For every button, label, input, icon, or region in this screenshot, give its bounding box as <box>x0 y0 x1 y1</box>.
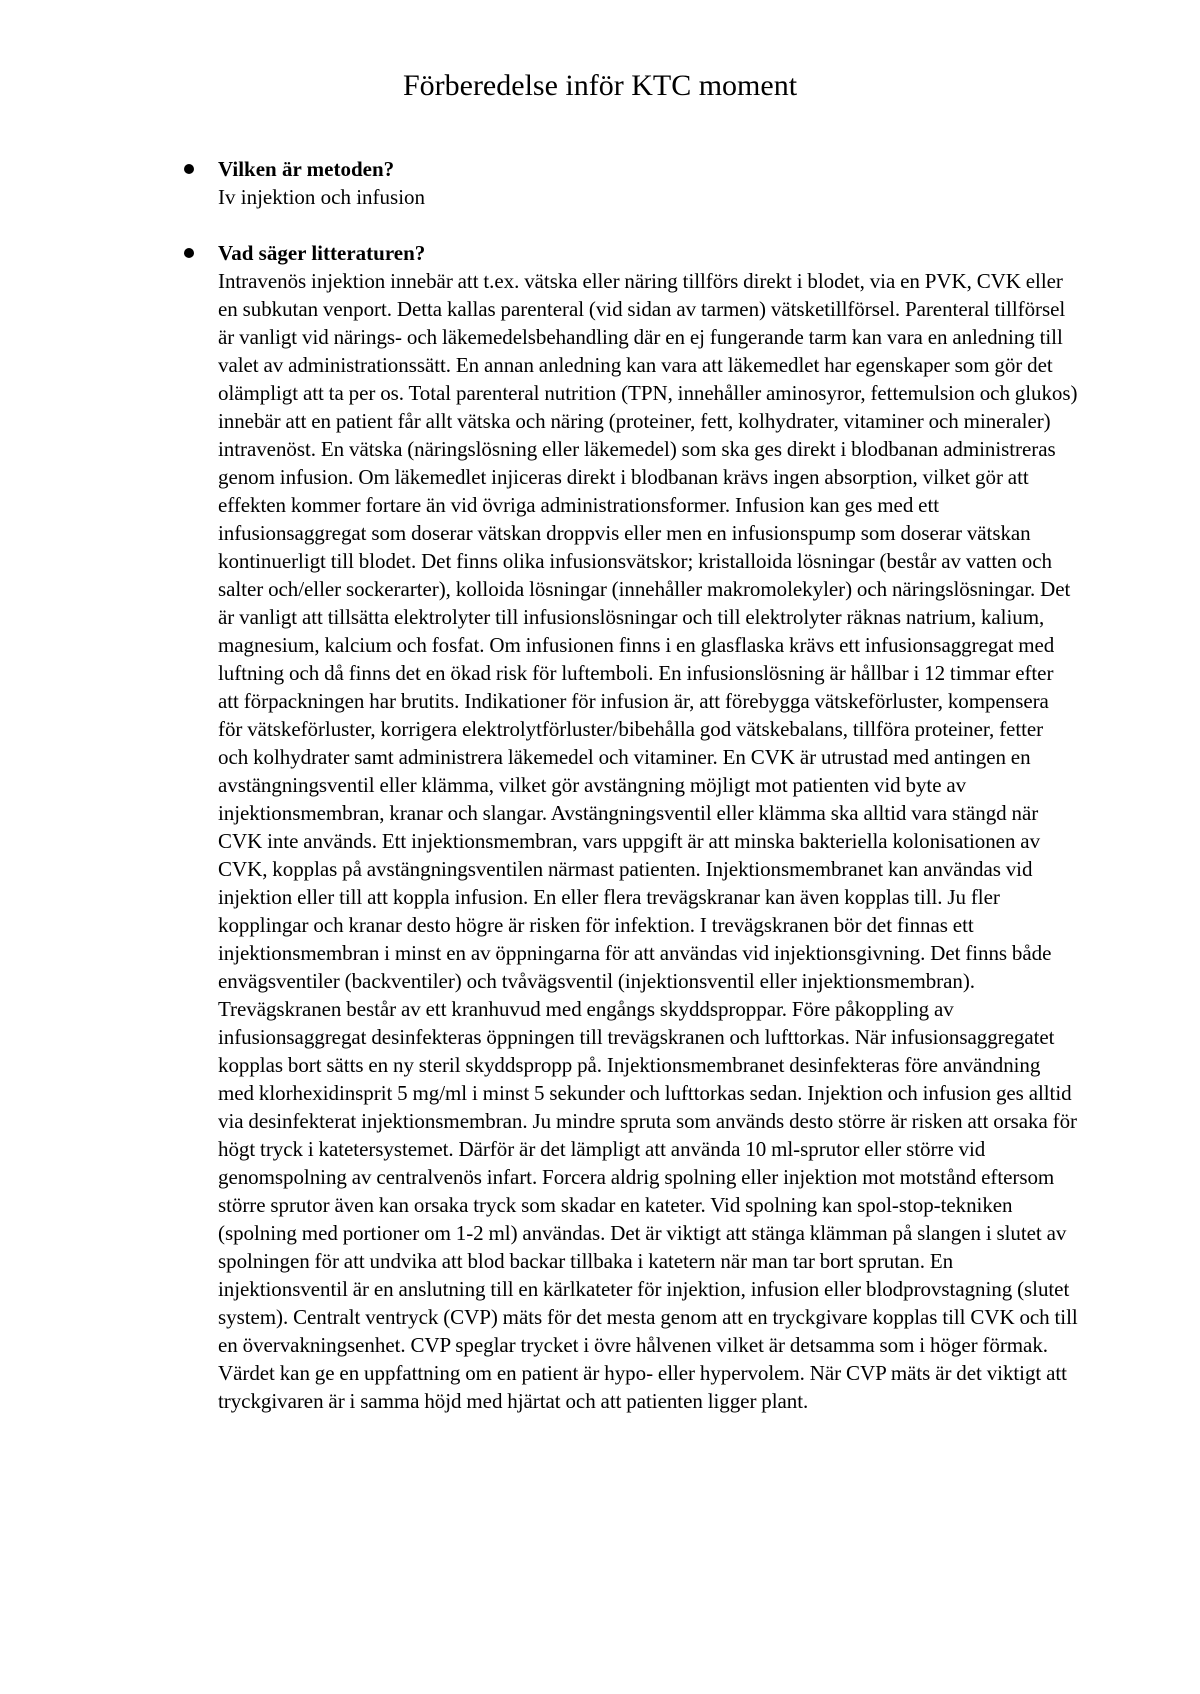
section-literature <box>218 239 1078 1415</box>
bullet-icon <box>184 164 194 174</box>
bullet-icon <box>184 248 194 258</box>
section-heading: Vilken är metoden? <box>218 157 395 181</box>
section-method <box>218 155 1078 211</box>
section-body-text: Intravenös injektion innebär att t.ex. vätska eller näring tillförs direkt i blodet, via en PVK, CVK eller en subkutan venport. Detta kallas parenteral (vid sidan av tarmen) vätsketillförsel. Parenteral tillförsel är vanligt vid närings- och läkemedelsbehandling där en ej fungerande tarm kan vara en anledning till valet av administrationssätt. En annan anledning kan vara att läkemedlet har egenskaper som gör det olämpligt att ta per os. Total parenteral nutrition (TPN, innehåller aminosyror, fettemulsion och glukos) innebär att en patient får allt vätska och näring (proteiner, fett, kolhydrater, vitaminer och mineraler) intravenöst. En vätska (näringslösning eller läkemedel) som ska ges direkt i blodbanan administreras genom infusion. Om läkemedlet injiceras direkt i blodbanan krävs ingen absorption, vilket gör att effekten kommer fortare än vid övriga administrationsformer. Infusion kan ges med ett infusionsaggregat som doserar vätskan droppvis eller men en infusionspump som doserar vätskan kontinuerligt till blodet. Det finns olika infusionsvätskor; kristalloida lösningar (består av vatten och salter och/eller sockerarter), kolloida lösningar (innehåller makromolekyler) och näringslösningar. Det är vanligt att tillsätta elektrolyter till infusionslösningar och till elektrolyter räknas natrium, kalium, magnesium, kalcium och fosfat. Om infusionen finns i en glasflaska krävs ett infusionsaggregat med luftning och då finns det en ökad risk för luftemboli. En infusionslösning är hållbar i 12 timmar efter att förpackningen har brutits. Indikationer för infusion är, att förebygga vätskeförluster, kompensera för vätskeförluster, korrigera elektrolytförluster/bibehålla god vätskebalans, tillföra proteiner, fetter och kolhydrater samt administrera läkemedel och vitaminer. En CVK är utrustad med antingen en avstängningsventil eller klämma, vilket gör avstängning möjligt mot patienten vid byte av injektionsmembran, kranar och slangar. Avstängningsventil eller klämma ska alltid vara stängd när CVK inte används. Ett injektionsmembran, vars uppgift är att minska bakteriella kolonisationen av CVK, kopplas på avstängningsventilen närmast patienten. Injektionsmembranet kan användas vid injektion eller till att koppla infusion. En eller flera trevägskranar kan även kopplas till. Ju fler kopplingar och kranar desto högre är risken för infektion. I trevägskranen bör det finnas ett injektionsmembran i minst en av öppningarna för att användas vid injektionsgivning. Det finns både envägsventiler (backventiler) och tvåvägsventil (injektionsventil eller injektionsmembran). Trevägskranen består av ett kranhuvud med engångs skyddsproppar. Före påkoppling av infusionsaggregat desinfekteras öppningen till trevägskranen och lufttorkas. När infusionsaggregatet kopplas bort sätts en ny steril skyddspropp på. Injektionsmembranet desinfekteras före användning med klorhexidinsprit 5 mg/ml i minst 5 sekunder och lufttorkas sedan. Injektion och infusion ges alltid via desinfekterat injektionsmembran. Ju mindre spruta som används desto större är risken att orsaka för högt tryck i katetersystemet. Därför är det lämpligt att använda 10 ml-sprutor eller större vid genomspolning av centralvenös infart. Forcera aldrig spolning eller injektion mot motstånd eftersom större sprutor även kan orsaka tryck som skadar en kateter. Vid spolning kan spol-stop-tekniken (spolning med portioner om 1-2 ml) användas. Det är viktigt att stänga klämman på slangen i slutet av spolningen för att undvika att blod backar tillbaka i katetern när man tar bort sprutan. En injektionsventil är en anslutning till en kärlkateter för injektion, infusion eller blodprovstagning (slutet system). Centralt ventryck (CVP) mäts för det mesta genom att en tryckgivare kopplas till CVK och till en övervakningsenhet. CVP speglar trycket i övre hålvenen vilket är detsamma som i höger förmak. Värdet kan ge en uppfattning om en patient är hypo- eller hypervolem. När CVP mäts är det viktigt att tryckgivaren är i samma höjd med hjärtat och att patienten ligger plant. <box>218 269 1078 1413</box>
section-heading: Vad säger litteraturen? <box>218 241 426 265</box>
section-answer: Iv injektion och infusion <box>218 185 426 209</box>
page-title: Förberedelse inför KTC moment <box>402 69 798 102</box>
